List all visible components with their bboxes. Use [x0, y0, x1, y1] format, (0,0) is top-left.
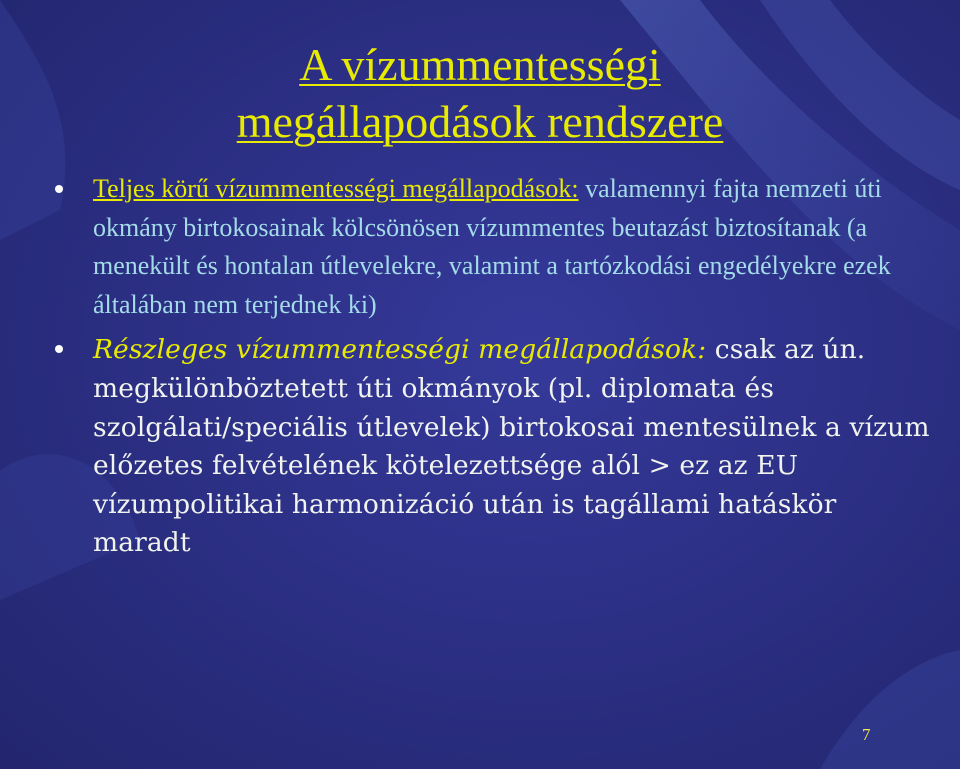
page-number: 7: [862, 725, 871, 744]
slide-title: [0, 36, 960, 150]
title-line-1: A vízummentességi: [299, 39, 661, 90]
bullet-lead-term: Részleges vízummentességi megállapodások:: [93, 334, 707, 366]
bullet-body-text: csak az ún. megkülönböztetett úti okmányok (pl. diplomata és szolgálati/speciális útlevelek) birtokosai mentesülnek a vízum előzetes felvételének kötelezettsége alól > ez az EU vízumpolitikai harmonizáció után is tagállami hatáskör maradt: [93, 334, 930, 559]
bullet-dot-icon: [55, 185, 63, 193]
title-line-2: megállapodások rendszere: [236, 96, 724, 147]
bullet-lead-term: Teljes körű vízummentességi megállapodások:: [93, 174, 579, 203]
bullet-dot-icon: [55, 345, 63, 353]
bullet-body-text: valamennyi fajta nemzeti úti okmány birtokosainak kölcsönösen vízummentes beutazást biztosítanak (a menekült és hontalan útlevelekre, valamint a tartózkodási engedélyekre ezek általában nem terjednek ki): [93, 174, 891, 319]
bullet-partial-visa-waiver: [55, 331, 935, 563]
bullet-full-visa-waiver: [55, 170, 935, 324]
bullet-list: [55, 170, 935, 563]
